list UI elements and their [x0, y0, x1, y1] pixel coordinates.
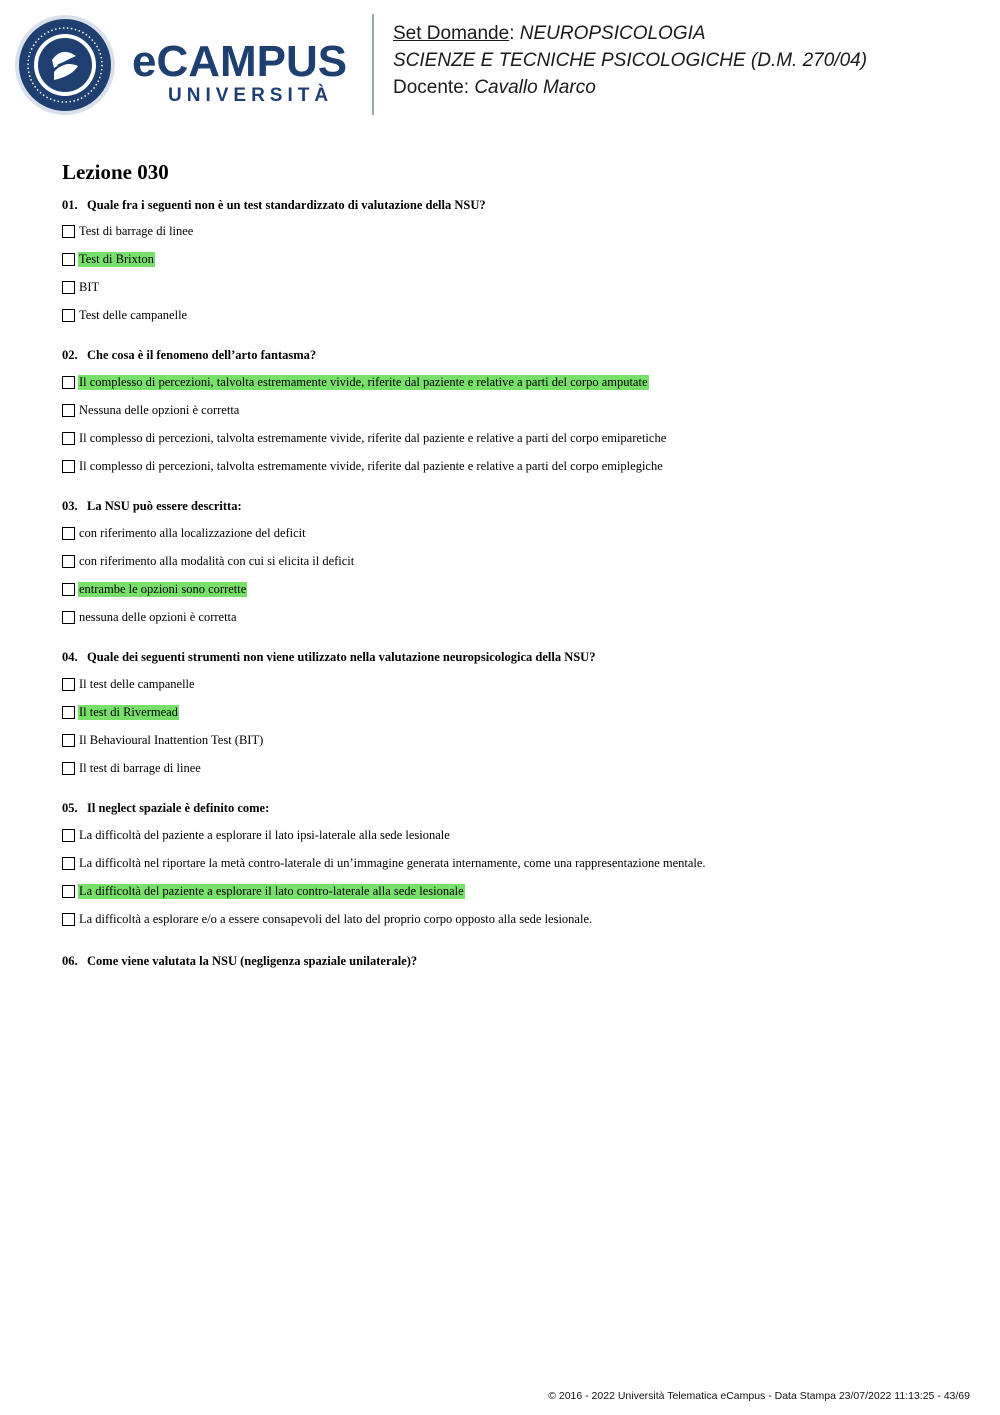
answer-label: Test di barrage di linee [79, 224, 194, 238]
lesson-title: Lezione 030 [62, 160, 169, 184]
question-text: La NSU può essere descritta: [87, 499, 242, 513]
answer-checkbox[interactable] [62, 309, 75, 322]
question-title [62, 954, 417, 969]
answer-checkbox[interactable] [62, 762, 75, 775]
answer-label-correct: Il complesso di percezioni, talvolta estremamente vivide, riferite dal paziente e relative a parti del corpo amputate [79, 375, 648, 389]
answer-option[interactable] [62, 705, 179, 720]
answer-option[interactable] [62, 733, 264, 748]
answer-option[interactable] [62, 375, 649, 390]
question-text: Che cosa è il fenomeno dell’arto fantasma? [87, 348, 317, 362]
answer-label-correct: Il test di Rivermead [79, 705, 178, 719]
answer-label: con riferimento alla modalità con cui si elicita il deficit [79, 554, 355, 568]
answer-option[interactable] [62, 582, 247, 597]
answer-checkbox[interactable] [62, 281, 75, 294]
question-number: 04. [62, 650, 78, 664]
set-label: Set Domande [393, 23, 510, 44]
teacher-line [393, 74, 867, 101]
ecampus-logo [14, 14, 359, 118]
header-divider [372, 14, 374, 115]
answer-label-correct: entrambe le opzioni sono corrette [79, 582, 247, 596]
answer-label: La difficoltà nel riportare la metà contro-laterale di un’immagine generata internamente, come una rappresentazione mentale. [79, 856, 706, 870]
answer-checkbox[interactable] [62, 857, 75, 870]
question-title [62, 801, 269, 816]
answer-label: La difficoltà a esplorare e/o a essere consapevoli del lato del proprio corpo opposto alla sede lesionale. [79, 912, 593, 926]
answer-option[interactable] [62, 308, 188, 323]
answer-option[interactable] [62, 224, 194, 239]
subject-name: NEUROPSICOLOGIA [519, 23, 706, 44]
answer-option[interactable] [62, 761, 202, 776]
question-number: 03. [62, 499, 78, 513]
answer-option[interactable] [62, 912, 593, 927]
answer-option[interactable] [62, 677, 196, 692]
answer-checkbox[interactable] [62, 734, 75, 747]
set-separator: : [509, 23, 520, 44]
question-text: Quale fra i seguenti non è un test standardizzato di valutazione della NSU? [87, 198, 486, 212]
answer-label: BIT [79, 280, 100, 294]
question-number: 01. [62, 198, 78, 212]
answer-label: Il test delle campanelle [79, 677, 195, 691]
university-seal-icon [14, 14, 116, 116]
answer-checkbox[interactable] [62, 527, 75, 540]
answer-label: La difficoltà del paziente a esplorare il lato ipsi-laterale alla sede lesionale [79, 828, 450, 842]
answer-label: con riferimento alla localizzazione del deficit [79, 526, 306, 540]
brand-subtitle: UNIVERSITÀ [168, 85, 334, 106]
answer-checkbox[interactable] [62, 253, 75, 266]
answer-checkbox[interactable] [62, 611, 75, 624]
answer-checkbox[interactable] [62, 583, 75, 596]
answer-option[interactable] [62, 459, 664, 474]
question-text: Il neglect spaziale è definito come: [87, 801, 270, 815]
answer-label-correct: La difficoltà del paziente a esplorare il lato contro-laterale alla sede lesionale [79, 884, 464, 898]
question-title [62, 198, 486, 213]
answer-option[interactable] [62, 856, 707, 871]
teacher-name: Cavallo Marco [474, 77, 596, 98]
question-number: 06. [62, 954, 78, 968]
answer-label: Il test di barrage di linee [79, 761, 201, 775]
answer-checkbox[interactable] [62, 432, 75, 445]
answer-option[interactable] [62, 280, 100, 295]
answer-checkbox[interactable] [62, 404, 75, 417]
answer-option[interactable] [62, 526, 307, 541]
question-number: 02. [62, 348, 78, 362]
answer-checkbox[interactable] [62, 706, 75, 719]
teacher-label: Docente: [393, 77, 475, 98]
answer-option[interactable] [62, 403, 240, 418]
header-info [393, 20, 867, 101]
answer-checkbox[interactable] [62, 225, 75, 238]
answer-label: Nessuna delle opzioni è corretta [79, 403, 240, 417]
answer-checkbox[interactable] [62, 460, 75, 473]
page-footer: © 2016 - 2022 Università Telematica eCampus - Data Stampa 23/07/2022 11:13:25 - 43/69 [548, 1390, 970, 1402]
answer-checkbox[interactable] [62, 913, 75, 926]
set-line [393, 20, 867, 47]
answer-option[interactable] [62, 554, 355, 569]
course-name: SCIENZE E TECNICHE PSICOLOGICHE (D.M. 270/04) [393, 50, 868, 71]
question-title [62, 499, 242, 514]
answer-option[interactable] [62, 884, 465, 899]
answer-checkbox[interactable] [62, 829, 75, 842]
answer-label: Il complesso di percezioni, talvolta estremamente vivide, riferite dal paziente e relative a parti del corpo emiplegiche [79, 459, 663, 473]
answer-label: nessuna delle opzioni è corretta [79, 610, 237, 624]
answer-checkbox[interactable] [62, 885, 75, 898]
question-text: Quale dei seguenti strumenti non viene utilizzato nella valutazione neuropsicologica della NSU? [87, 650, 596, 664]
brand-wordmark [132, 37, 348, 108]
answer-label: Test delle campanelle [79, 308, 188, 322]
answer-option[interactable] [62, 252, 155, 267]
answer-checkbox[interactable] [62, 678, 75, 691]
answer-checkbox[interactable] [62, 555, 75, 568]
question-number: 05. [62, 801, 78, 815]
answer-label: Il complesso di percezioni, talvolta estremamente vivide, riferite dal paziente e relative a parti del corpo emiparetiche [79, 431, 667, 445]
question-title [62, 650, 595, 665]
question-title [62, 348, 316, 363]
answer-option[interactable] [62, 828, 451, 843]
answer-option[interactable] [62, 431, 667, 446]
answer-label-correct: Test di Brixton [79, 252, 154, 266]
brand-name: eCAMPUS [132, 37, 348, 86]
answer-checkbox[interactable] [62, 376, 75, 389]
question-text: Come viene valutata la NSU (negligenza spaziale unilaterale)? [87, 954, 418, 968]
answer-option[interactable] [62, 610, 238, 625]
answer-label: Il Behavioural Inattention Test (BIT) [79, 733, 264, 747]
